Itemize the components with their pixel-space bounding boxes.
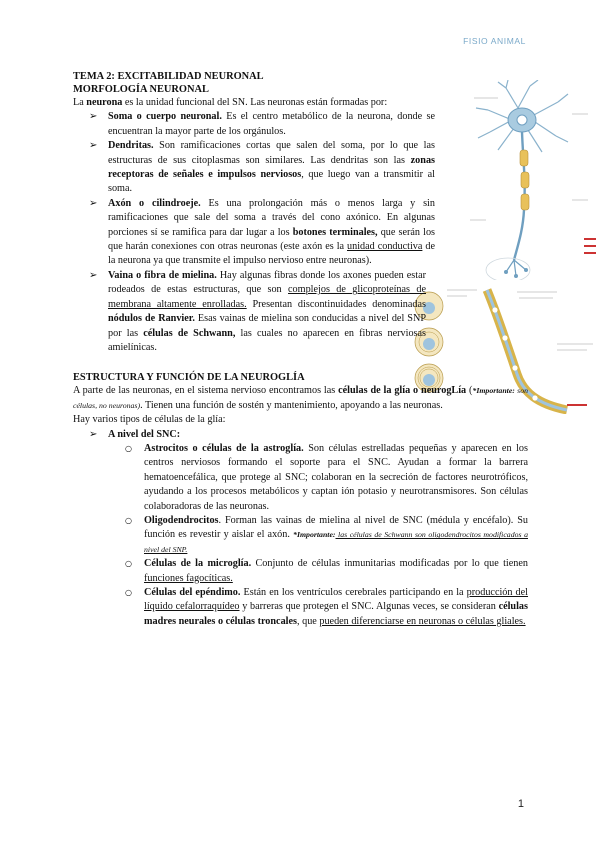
- glia-types-list: [73, 442, 528, 629]
- list-item: ○ Oligodendrocitos. Forman las vainas de mielina al nivel de SNC (médula y encéfalo). Su función es revestir y aislar el axón. *Importante: las células de Schwann son oligodendrocitos modificados a nivel del SNP.: [73, 514, 528, 557]
- list-item: ➢ Axón o cilindroeje. Es una prolongación más o menos larga y sin ramificaciones que sale del soma a través del cono axónico. En algunas porciones sí se ramifica para dar lugar a los botones terminales, que serán los que harán conexiones con otras neuronas (este axón es la unidad conductiva de la neurona ya que transmite el impulso nervioso entre neuronas).: [73, 197, 435, 269]
- list-item: ➢ A nivel del SNC: ○ Astrocitos o células de la astroglía. Son células estrelladas pequeñas y aparecen en los centros nerviosos formando el soporte para el SNC. Ayudan a formar la barrera hematoencefálica, que protege al SNC; colaboran en la secreción de factores neurotróficos, ayudando a los procesos metabólicos y captan ión potasio y neurotransmisores. Son células colaboradoras de las neuronas. ○ Oligodendrocitos. Forman las vainas de mielina al nivel de SNC (médula y encéfalo). Su función es revestir y aislar el axón. *Importante: las células de Schwann son oligodendrocitos modificados a nivel del SNP. ○ Células de la microglía. Conjunto de células inmunitarias modificadas por lo que tienen funciones fagocíticas. ○ Células del epéndimo. Están en los ventrículos cerebrales participando en la producción del líquido cefalorraquídeo y barreras que protegen el SNC. Algunas veces, se consideran células madres neurales o células troncales, que pueden diferenciarse en neuronas o células gliales.: [73, 428, 528, 630]
- page-content: [73, 70, 528, 629]
- glia-types-line: Hay varios tipos de células de la glía:: [73, 414, 226, 426]
- list-item: ➢ Soma o cuerpo neuronal. Es el centro metabólico de la neurona, donde se encuentran la mayor parte de los orgánulos.: [73, 110, 435, 139]
- list-item: ○ Astrocitos o células de la astroglía. Son células estrelladas pequeñas y aparecen en los centros nerviosos formando el soporte para el SNC. Ayudan a formar la barrera hematoencefálica, que protege al SNC; colaboran en la secreción de factores neurotróficos, ayudando a los procesos metabólicos y captan ión potasio y neurotransmisores. Son células colaboradoras de las neuronas.: [73, 442, 528, 514]
- neuroglia-intro: A parte de las neuronas, en el sistema nervioso encontramos las células de la glía o neurogLía (*Importante: son células, no neuronas). Tienen una función de sostén y mantenimiento, apoyando a las neuronas.: [73, 385, 528, 411]
- page-header: FISIO ANIMAL: [463, 36, 526, 46]
- intro-paragraph: La neurona es la unidad funcional del SN. Las neuronas están formadas por:: [73, 97, 388, 108]
- section-heading-neuroglia: ESTRUCTURA Y FUNCIÓN DE LA NEUROGLÍA: [73, 372, 305, 384]
- list-item: ➢ Dendritas. Son ramificaciones cortas que salen del soma, por lo que las estructuras de sus citoplasmas son similares. Las dendritas son las zonas receptoras de señales e impulsos nerviosos, que luego van a transmitir al soma.: [73, 139, 435, 197]
- section-heading-morphology: MORFOLOGÍA NEURONAL: [73, 84, 209, 95]
- list-item: ○ Células de la microglía. Conjunto de células inmunitarias modificadas por lo que tienen funciones fagocíticas.: [73, 557, 528, 586]
- neuron-parts-list: [73, 110, 528, 355]
- page-number: 1: [517, 798, 524, 810]
- list-item: ➢ Vaina o fibra de mielina. Hay algunas fibras donde los axones pueden estar rodeados de estas estructuras, que son complejos de glicoproteínas de membrana altamente enrolladas. Presentan discontinuidades denominadas nódulos de Ranvier. Esas vainas de mielina son conducidas a nivel del SNP por las células de Schwann, las cuales no aparecen en fibras nerviosas amielínicas.: [73, 269, 426, 355]
- neuroglia-section: [73, 371, 528, 629]
- glia-level-list: [73, 428, 528, 630]
- list-item: ○ Células del epéndimo. Están en los ventrículos cerebrales participando en la producción del líquido cefalorraquídeo y barreras que protegen el SNC. Algunas veces, se consideran células madres neurales o células troncales, que pueden diferenciarse en neuronas o células gliales.: [73, 586, 528, 629]
- topic-title: TEMA 2: EXCITABILIDAD NEURONAL: [73, 71, 264, 82]
